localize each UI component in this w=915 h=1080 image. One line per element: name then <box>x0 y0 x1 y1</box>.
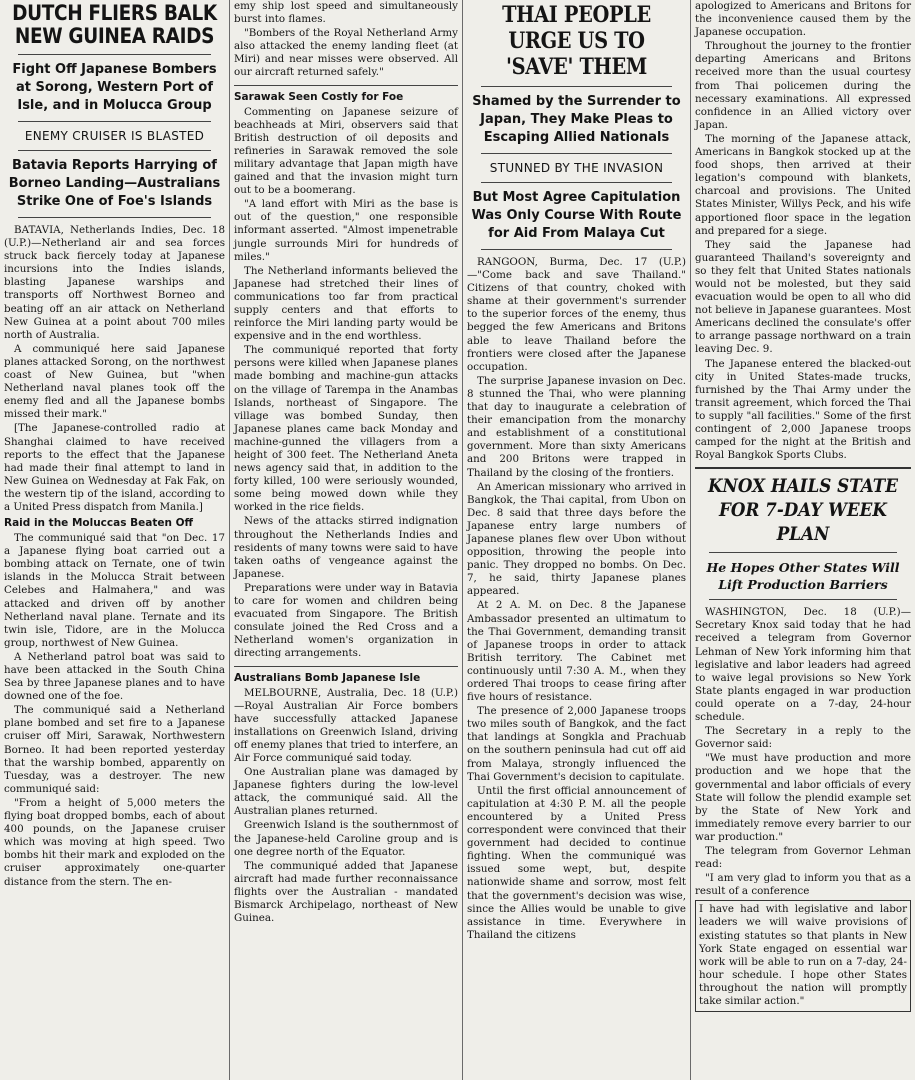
paragraph: The telegram from Governor Lehman read: <box>695 844 911 871</box>
paragraph: MELBOURNE, Australia, Dec. 18 (U.P.)—Royal Australian Air Force bombers have successfully attacked Japanese installations on Greenwich Island, driving off enemy planes that tried to interfere, an Air Force communiqué said today. <box>234 686 458 764</box>
paragraph: WASHINGTON, Dec. 18 (U.P.)—Secretary Knox said today that he had received a telegram from Governor Lehman of New York informing him that legislative and labor leaders had agreed to waive legal provisions so New York State plants engaged in war production could operate on a 7-day, 24-hour schedule. <box>695 606 911 724</box>
deck-shamed: Shamed by the Surrender to Japan, They Make Pleas to Escaping Allied Nationals <box>472 94 681 145</box>
deck-batavia-reports: Batavia Reports Harrying of Borneo Landing—Australians Strike One of Foe's Islands <box>8 158 221 209</box>
headline-knox-hails: KNOX HAILS STATE FOR 7-DAY WEEK PLAN <box>708 475 898 546</box>
paragraph: The surprise Japanese invasion on Dec. 8 stunned the Thai, who were planning that day to inaugurate a celebration of their emancipation from the monarchy and establishment of a constitutional government. More than sixty Americans and 200 Britons were trapped in Thailand by the closing of the frontiers. <box>467 374 686 479</box>
paragraph: The morning of the Japanese attack, Americans in Bangkok stocked up at the food shops, then arrived at their legation's compound with blankets, charcoal and provisions. The United States Minister, Willys Peck, and his wife apportioned floor space in the legation and prepared for a siege. <box>695 132 911 237</box>
column-1 <box>0 0 229 1080</box>
column-2 <box>230 0 462 1080</box>
subhead-moluccas: Raid in the Moluccas Beaten Off <box>4 517 194 530</box>
divider <box>18 54 211 55</box>
paragraph: News of the attacks stirred indignation throughout the Netherlands Indies and residents of many towns were said to have taken oaths of vengeance against the Japanese. <box>234 515 458 580</box>
divider <box>481 86 672 87</box>
paragraph: Preparations were under way in Batavia to care for women and children being evacuated from Singapore. The British consulate joined the Red Cross and a Netherland women's organization in directing arrangements. <box>234 581 458 660</box>
paragraph: "Bombers of the Royal Netherland Army also attacked the enemy landing fleet (at Miri) and near misses were observed. All our aircraft returned safely." <box>234 27 458 79</box>
paragraph: BATAVIA, Netherlands Indies, Dec. 18 (U.P.)—Netherland air and sea forces struck back fiercely today at Japanese incursions into the Indies islands, blasting Japanese warships and transports off Northwest Borneo and beating off an air attack on Netherland New Guinea at a point about 700 miles north of Australia. <box>4 224 225 341</box>
divider <box>234 85 458 86</box>
subhead-sarawak: Sarawak Seen Costly for Foe <box>234 90 404 103</box>
divider <box>709 552 897 553</box>
paragraph: The communiqué said a Netherland plane bombed and set fire to a Japanese cruiser off Miri, Sarawak, Northwestern Borneo. It had been reported yesterday that the warship bombed, apparently on Tuesday, was a destroyer. The new communiqué said: <box>4 704 225 795</box>
divider <box>481 153 672 154</box>
deck-enemy-cruiser: ENEMY CRUISER IS BLASTED <box>24 129 205 143</box>
paragraph: [The Japanese-controlled radio at Shanghai claimed to have received reports to the effect that the Japanese had made their final attempt to land in New Guinea on Wednesday at Fak Fak, on the western tip of the island, according to a United Press dispatch from Manila.] <box>4 422 225 513</box>
deck-capitulation: But Most Agree Capitulation Was Only Course With Route for Aid From Malaya Cut <box>471 190 682 241</box>
paragraph: Until the first official announcement of capitulation at 4:30 P. M. all the people encountered by a United Press correspondent were convinced that their government had decided to continue fighting. When the communiqué was issued some wept, but, despite nationwide shame and sorrow, most felt that the government's decision was wise, since the Allies would be unable to give assistance in time. Everywhere in Thailand the citizens <box>467 784 686 941</box>
paragraph: The communiqué added that Japanese aircraft had made further reconnaissance flights over the Australian - mandated Bismarck Archipelago, northeast of New Guinea. <box>234 859 458 925</box>
paragraph: "I am very glad to inform you that as a result of a conference <box>695 872 911 898</box>
paragraph: apologized to Americans and Britons for the inconvenience caused them by the Japanese occupation. <box>695 0 911 39</box>
divider <box>709 599 897 600</box>
paragraph: Throughout the journey to the frontier departing Americans and Britons received more than the usual courtesy from Thai policemen during the necessary examinations. All expressed confidence in an Allied victory over Japan. <box>695 40 911 131</box>
paragraph: emy ship lost speed and simultaneously burst into flames. <box>234 0 458 26</box>
paragraph: "From a height of 5,000 meters the flying boat dropped bombs, each of about 400 pounds, on the Japanese cruiser which was moving at high speed. Two bombs hit their mark and exploded on the cruiser approximately one-quarter distance from the stern. The en- <box>4 796 225 888</box>
paragraph: The communiqué said that "on Dec. 17 a Japanese flying boat carried out a bombing attack on Ternate, one of twin islands in the Molucca Strait between Celebes and Halmahera," and was attacked and driven off by another Netherland naval plane. Ternate and its twin isle, Tidore, are in the Molucca group, northwest of New Guinea. <box>4 532 225 649</box>
paragraph: The communiqué reported that forty persons were killed when Japanese planes made bombing and machine-gun attacks on the village of Tarempa in the Anambas Islands, northeast of Singapore. The village was bombed Sunday, then Japanese planes came back Monday and machine-gunned the villagers from a height of 300 feet. The Netherland Aneta news agency said that, in addition to the forty killed, 100 were seriously wounded, some being mowed down while they worked in the rice fields. <box>234 344 458 514</box>
headline-thai-people: THAI PEOPLE URGE US TO 'SAVE' THEM <box>502 2 651 80</box>
divider <box>18 121 211 122</box>
divider <box>18 150 211 151</box>
paragraph: The presence of 2,000 Japanese troops two miles south of Bangkok, and the fact that landings at Songkla and Prachuab on the southern peninsula had cut off aid from Malaya, strongly influenced the Thai Government's decision to capitulate. <box>467 705 686 783</box>
paragraph: The Japanese entered the blacked-out city in United States-made trucks, furnished by the Thai Army under the transit agreement, which forced the Thai to supply "all facilities." Some of the first contingent of 2,000 Japanese troops camped for the night at the British and Royal Bangkok Sports Clubs. <box>695 357 911 462</box>
paragraph: "A land effort with Miri as the base is out of the question," one responsible informant asserted. "Almost impenetrable jungle surrounds Miri for hundreds of miles." <box>234 198 458 263</box>
paragraph: I have had with legislative and labor leaders we will waive provisions of existing statutes so that plants in New York State engaged on essential war work will be able to run on a 7-day, 24-hour schedule. I hope other States throughout the nation will promptly take similar action." <box>699 903 907 1007</box>
paragraph: The Secretary in a reply to the Governor said: <box>695 725 911 751</box>
paragraph: A communiqué here said Japanese planes attacked Sorong, on the northwest coast of New Guinea, but "when Netherland naval planes took off the enemy fled and all the Japanese bombs missed their mark." <box>4 342 225 421</box>
paragraph: At 2 A. M. on Dec. 8 the Japanese Ambassador presented an ultimatum to the Thai Government, demanding transit of Japanese troops in order to attack British territory. The Cabinet met continuously until 7:30 A. M., when they ordered Thai troops to cease firing after five hours of resistance. <box>467 599 686 704</box>
column-3 <box>463 0 690 1080</box>
column-4 <box>691 0 915 1080</box>
subhead-australians: Australians Bomb Japanese Isle <box>234 671 421 684</box>
deck-knox: He Hopes Other States Will Lift Production Barriers <box>706 560 900 593</box>
paragraph: A Netherland patrol boat was said to have been attacked in the South China Sea by three Japanese planes and to have downed one of the foe. <box>4 650 225 703</box>
divider <box>234 666 458 667</box>
paragraph: An American missionary who arrived in Bangkok, the Thai capital, from Ubon on Dec. 8 said that three days before the Japanese entry large numbers of Japanese planes flew over Ubon without opposition, throwing the people into panic. They dropped no bombs. On Dec. 7, he said, thirty Japanese planes appeared. <box>467 480 686 598</box>
paragraph: One Australian plane was damaged by Japanese fighters during the low-level attack, the communiqué said. All the Australian planes returned. <box>234 766 458 818</box>
divider <box>18 217 211 218</box>
deck-stunned: STUNNED BY THE INVASION <box>489 161 664 175</box>
paragraph: They said the Japanese had guaranteed Thailand's sovereignty and so they felt that United States nationals would not be molested, but they said evacuation would be open to all who did not believe in Japanese guarantees. Most Americans declined the consulate's offer to arrange passage northward on a train leaving Dec. 9. <box>695 238 911 356</box>
paragraph: RANGOON, Burma, Dec. 17 (U.P.)—"Come back and save Thailand." Citizens of that country, choked with shame at their government's surrender to the superior forces of the enemy, thus begged the few Americans and Britons able to leave Thailand before the frontiers were closed after the Japanese occupation. <box>467 256 686 373</box>
divider <box>695 467 911 469</box>
paragraph: "We must have production and more production and we hope that the governmental and labor officials of every State will follow the plendid example set by the State of New York and immediately remove every barrier to our war production." <box>695 752 911 843</box>
paragraph: The Netherland informants believed the Japanese had stretched their lines of communications too far from practical supply centers and that efforts to reinforce the Miri landing party would be expensive and in the end worthless. <box>234 264 458 343</box>
divider <box>481 249 672 250</box>
paragraph: Greenwich Island is the southernmost of the Japanese-held Caroline group and is one degree north of the Equator. <box>234 819 458 858</box>
telegram-box <box>695 900 911 1012</box>
paragraph: Commenting on Japanese seizure of beachheads at Miri, observers said that British destruction of oil deposits and refineries in Sarawak removed the sole military advantage that Japan migth have gained and that the invasion might turn out to be a boomerang. <box>234 105 458 197</box>
deck-fight-off: Fight Off Japanese Bombers at Sorong, Western Port of Isle, and in Molucca Group <box>12 62 217 113</box>
divider <box>481 182 672 183</box>
headline-dutch-fliers: DUTCH FLIERS BALK NEW GUINEA RAIDS <box>12 1 217 48</box>
